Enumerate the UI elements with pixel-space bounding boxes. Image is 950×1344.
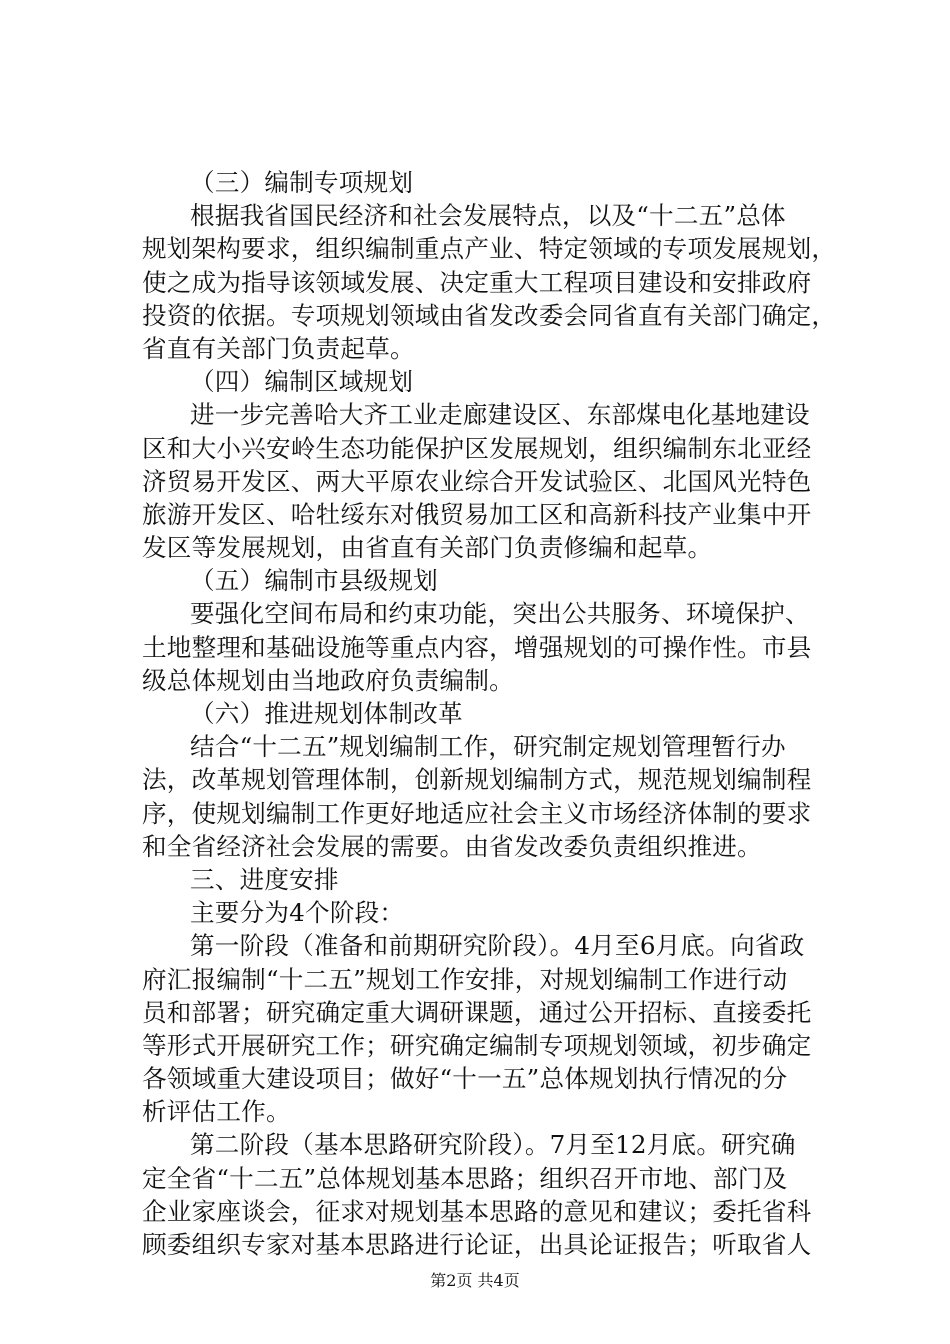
text-line: 发区等发展规划，由省直有关部门负责修编和起草。 (142, 533, 713, 563)
text-line: 济贸易开发区、两大平原农业综合开发试验区、北国风光特色 (142, 466, 812, 496)
text-line: 使之成为指导该领域发展、决定重大工程项目建设和安排政府 (142, 267, 812, 297)
text-line: 和全省经济社会发展的需要。由省发改委负责组织推进。 (142, 831, 762, 861)
text-line: 第二阶段（基本思路研究阶段）。7月至12月底。研究确 (190, 1130, 796, 1160)
text-line: 顾委组织专家对基本思路进行论证，出具论证报告；听取省人 (142, 1230, 812, 1259)
text-line: （五）编制市县级规划 (190, 566, 438, 596)
text-line: 府汇报编制“十二五”规划工作安排，对规划编制工作进行动 (142, 964, 788, 994)
text-line: （三）编制专项规划 (190, 168, 414, 197)
text-line: 三、进度安排 (190, 864, 339, 894)
text-line: 各领域重大建设项目；做好“十一五”总体规划执行情况的分 (142, 1064, 788, 1094)
text-line: 第一阶段（准备和前期研究阶段）。4月至6月底。向省政 (190, 931, 805, 961)
page-footer: 第2页 共4页 (430, 1271, 520, 1290)
text-line: 级总体规划由当地政府负责编制。 (142, 665, 514, 695)
text-line: 析评估工作。 (142, 1097, 291, 1127)
text-line: 省直有关部门负责起草。 (142, 333, 415, 363)
text-line: 区和大小兴安岭生态功能保护区发展规划，组织编制东北亚经 (142, 433, 812, 463)
text-line: 进一步完善哈大齐工业走廊建设区、东部煤电化基地建设 (190, 400, 810, 430)
text-line: 等形式开展研究工作；研究确定编制专项规划领域，初步确定 (142, 1030, 812, 1060)
text-line: 企业家座谈会，征求对规划基本思路的意见和建议；委托省科 (142, 1196, 812, 1226)
text-line: （四）编制区域规划 (190, 367, 414, 397)
text-line: 序，使规划编制工作更好地适应社会主义市场经济体制的要求 (142, 798, 812, 828)
text-line: 投资的依据。专项规划领域由省发改委会同省直有关部门确定， (142, 300, 837, 330)
text-line: 土地整理和基础设施等重点内容，增强规划的可操作性。市县 (142, 632, 812, 662)
text-line: 要强化空间布局和约束功能，突出公共服务、环境保护、 (190, 599, 810, 629)
document-body (142, 166, 842, 1261)
text-line: 法，改革规划管理体制，创新规划编制方式，规范规划编制程 (142, 765, 812, 795)
text-line: 定全省“十二五”总体规划基本思路；组织召开市地、部门及 (142, 1163, 788, 1193)
text-line: （六）推进规划体制改革 (190, 699, 463, 728)
text-line: 根据我省国民经济和社会发展特点，以及“十二五”总体 (190, 201, 786, 231)
text-line: 旅游开发区、哈牡绥东对俄贸易加工区和高新科技产业集中开 (142, 499, 812, 529)
text-line: 员和部署；研究确定重大调研课题，通过公开招标、直接委托 (142, 997, 812, 1027)
text-line: 结合“十二五”规划编制工作，研究制定规划管理暂行办 (190, 732, 786, 762)
text-line: 规划架构要求，组织编制重点产业、特定领域的专项发展规划， (142, 234, 837, 264)
text-line: 主要分为4个阶段： (190, 898, 405, 928)
